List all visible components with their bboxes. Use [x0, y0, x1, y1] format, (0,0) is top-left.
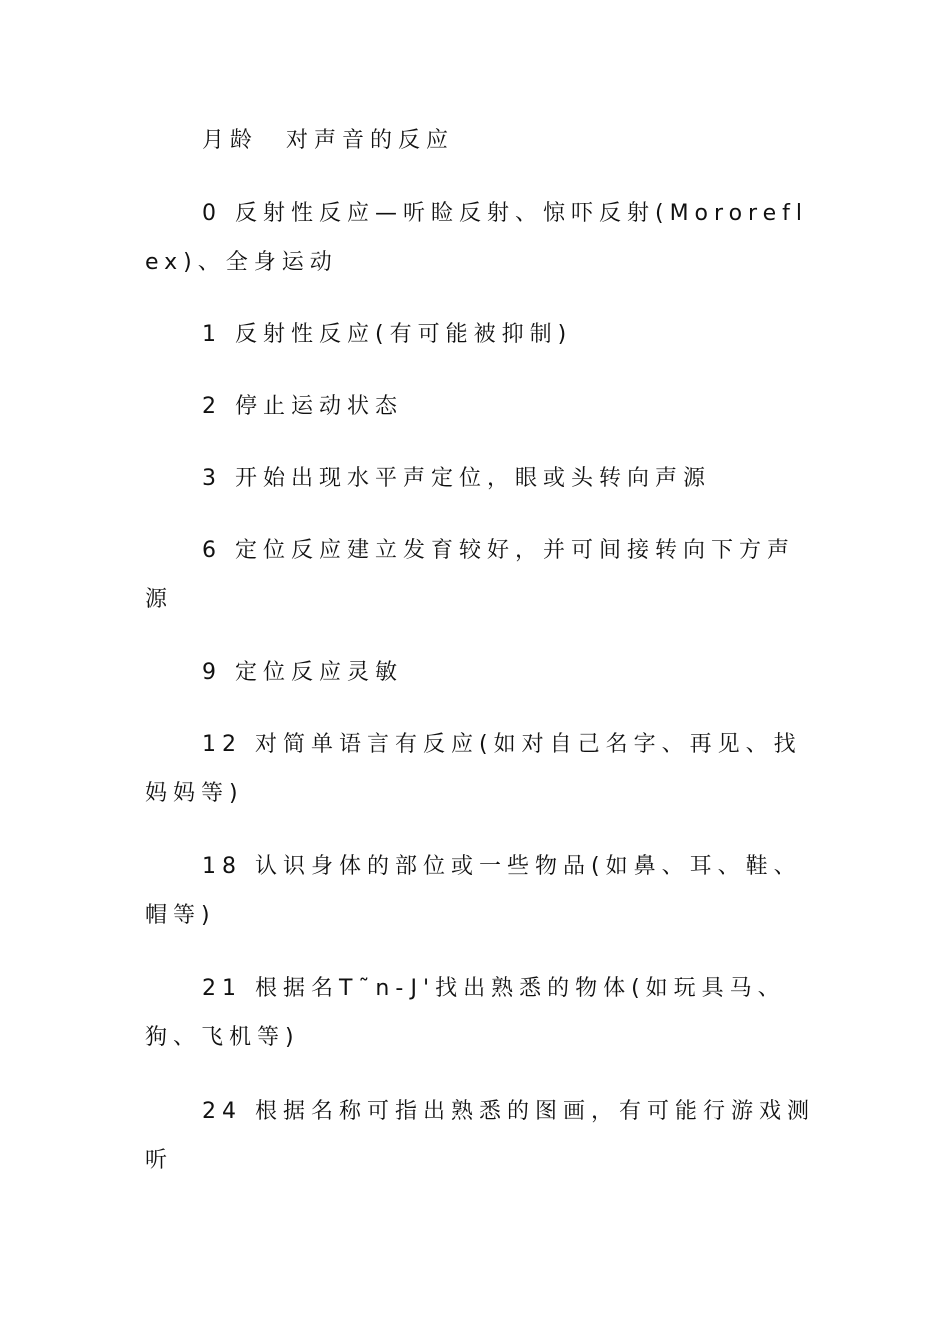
paragraph-age-24: 24 根据名称可指出熟悉的图画，有可能行游戏测听	[145, 1099, 815, 1173]
paragraph-age-21: 21 根据名T˜n-J'找出熟悉的物体(如玩具马、狗、飞机等)	[145, 976, 786, 1050]
paragraph-age-1: 1 反射性反应(有可能被抑制)	[202, 322, 573, 347]
table-header-line: 月龄 对声音的反应	[202, 128, 455, 153]
paragraph-age-18: 18 认识身体的部位或一些物品(如鼻、耳、鞋、帽等)	[145, 854, 802, 928]
paragraph-age-6: 6 定位反应建立发育较好，并可间接转向下方声源	[145, 538, 795, 612]
paragraph-age-12: 12 对简单语言有反应(如对自己名字、再见、找妈妈等)	[145, 732, 802, 806]
paragraph-age-3: 3 开始出现水平声定位，眼或头转向声源	[202, 466, 711, 491]
paragraph-age-9: 9 定位反应灵敏	[202, 660, 403, 685]
paragraph-age-0: 0 反射性反应—听睑反射、惊吓反射(Mororeflex)、全身运动	[145, 201, 808, 275]
paragraph-age-2: 2 停止运动状态	[202, 394, 403, 419]
